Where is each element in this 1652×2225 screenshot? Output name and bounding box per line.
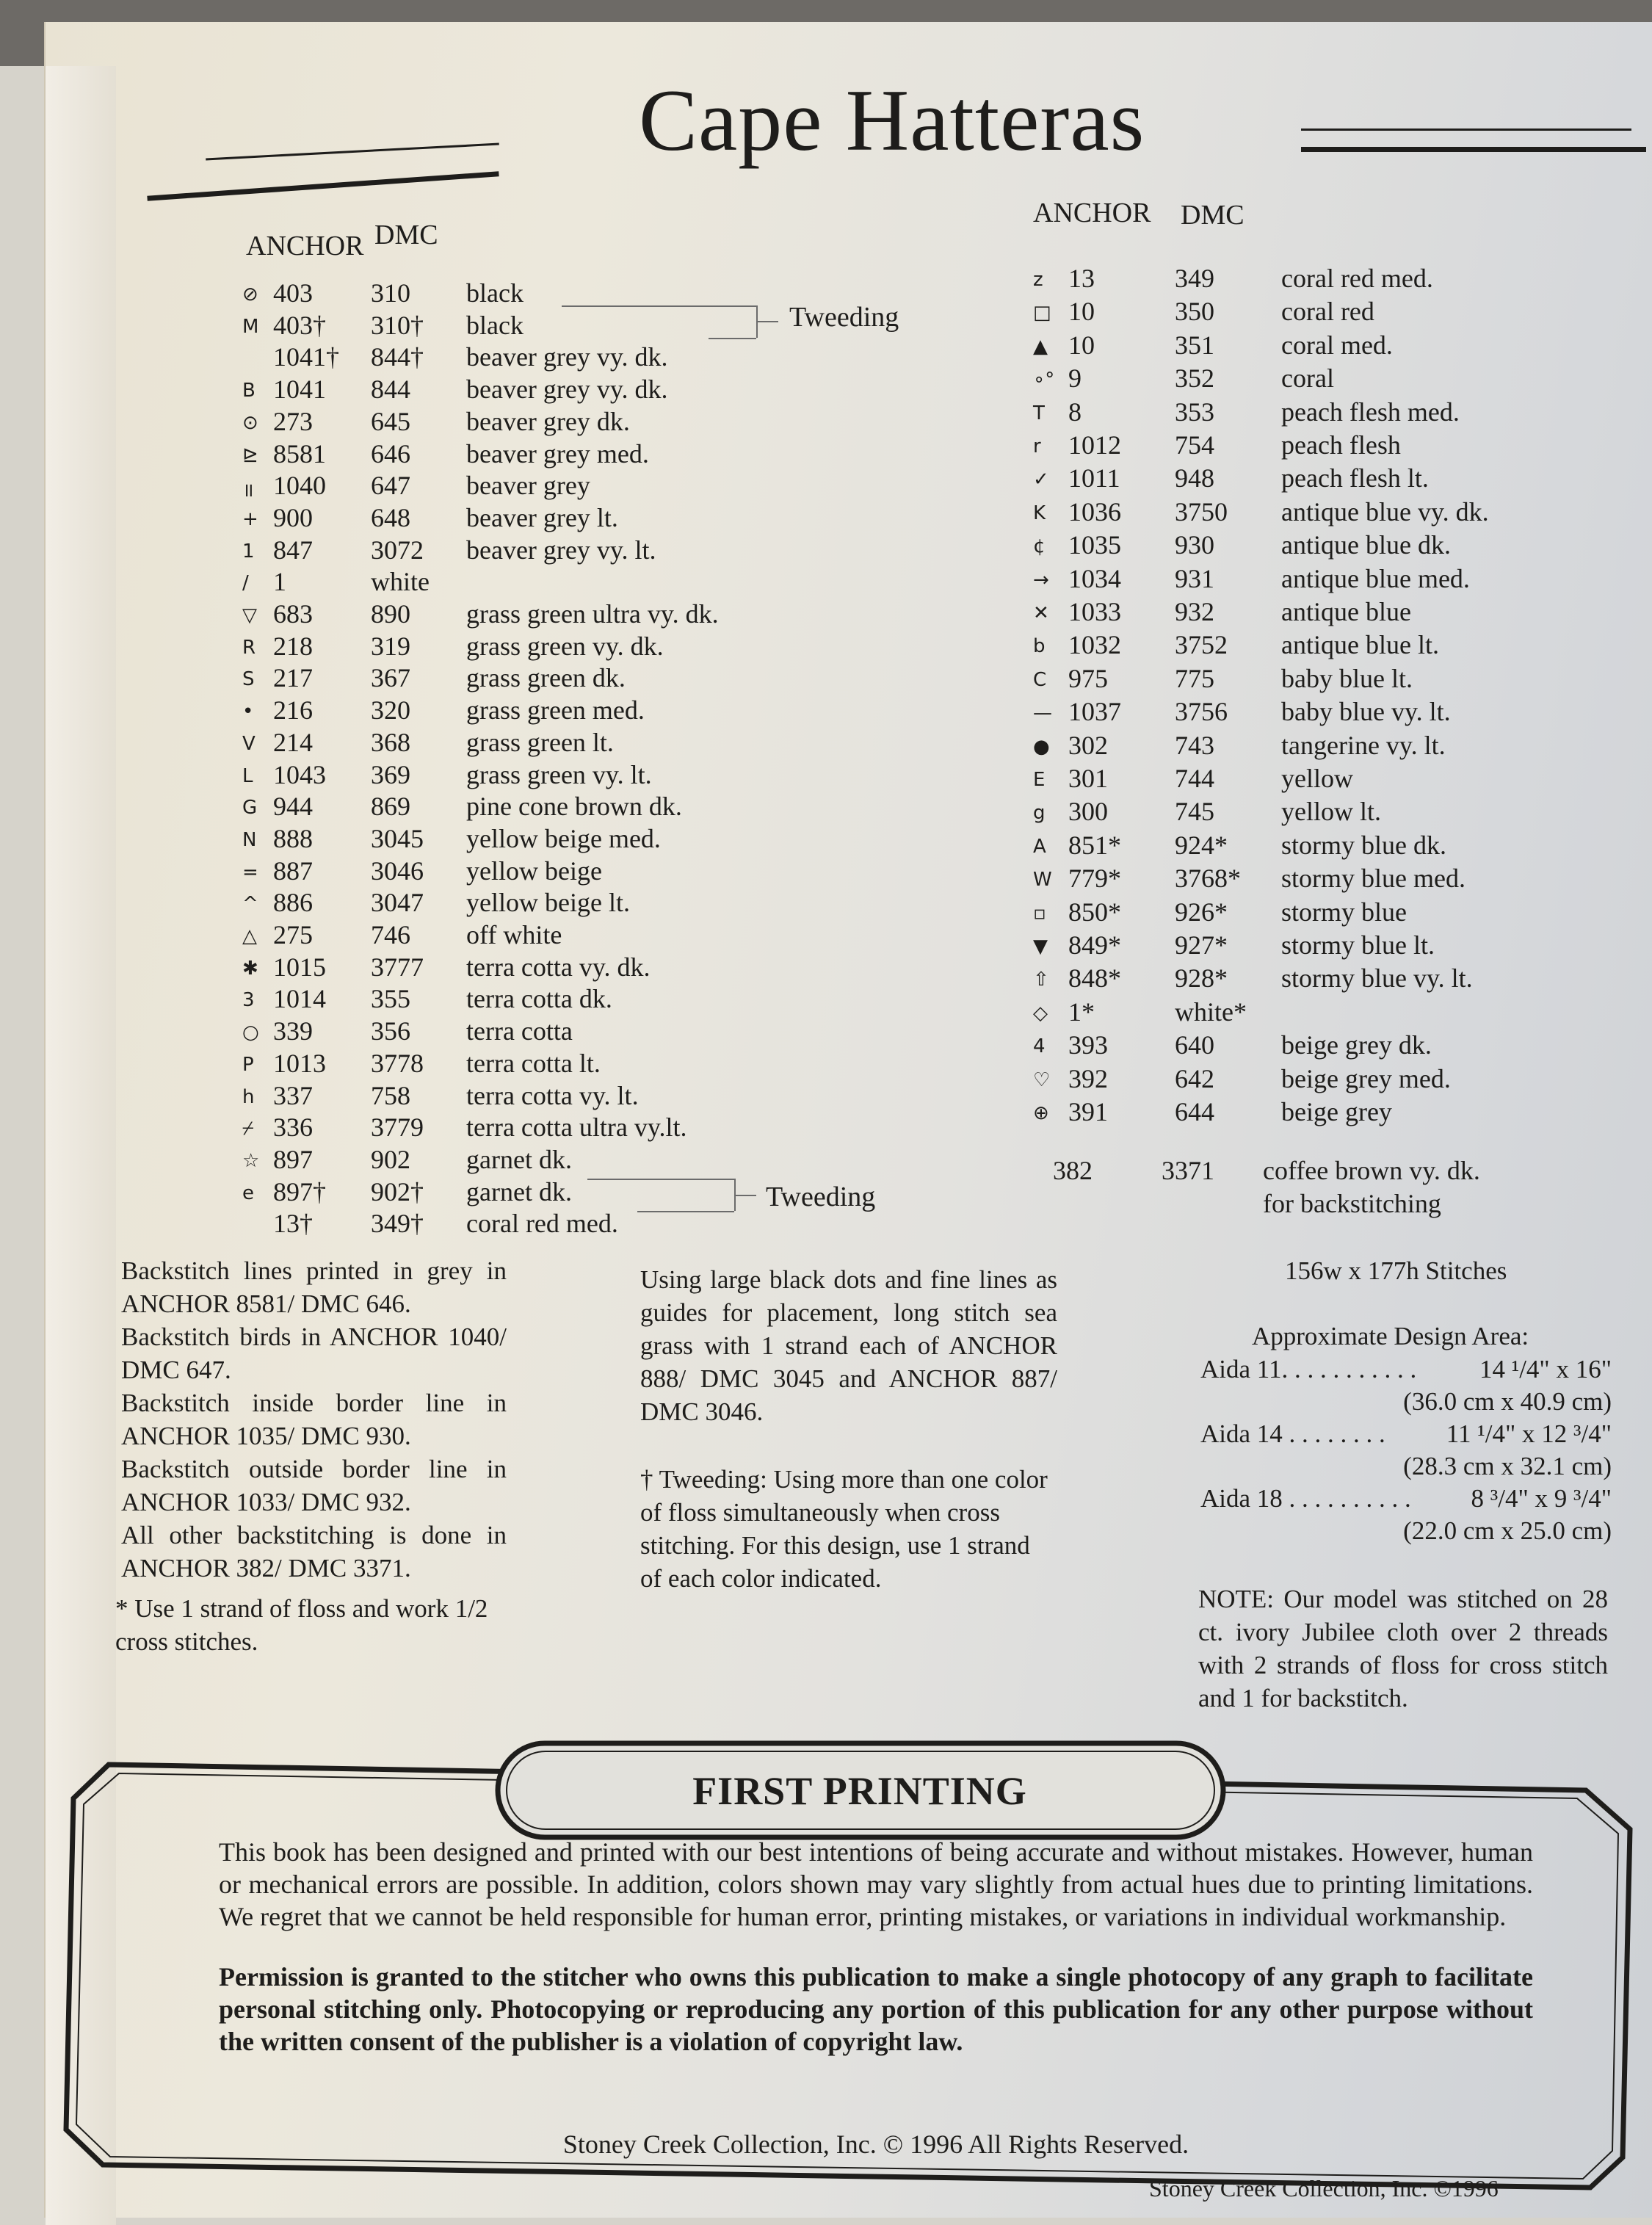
- right-row: [0, 663, 1652, 695]
- dmc-number: 3046: [371, 855, 424, 886]
- grass-note: Using large black dots and fine lines as guides for placement, long stitch sea grass with 1 strand each of ANCHOR 888/ DMC 3045 and ANCHOR 887/ DMC 3046.: [640, 1265, 1057, 1426]
- dmc-number: 644: [1175, 1097, 1214, 1126]
- dmc-number: 647: [371, 471, 410, 501]
- dmc-number: 319: [371, 631, 410, 661]
- anchor-number: 1012: [1068, 430, 1121, 460]
- symbol-icon: E: [1033, 769, 1046, 791]
- size-inches: 11 ¹/4" x 12 ³/4": [1446, 1419, 1612, 1448]
- anchor-number: 1035: [1068, 530, 1121, 560]
- color-name: beaver grey lt.: [466, 502, 618, 532]
- color-name: beaver grey: [466, 471, 590, 501]
- anchor-number: 850*: [1068, 897, 1121, 927]
- backstitch-notes: [121, 1254, 507, 1585]
- dmc-number: 352: [1175, 363, 1214, 394]
- color-name: antique blue dk.: [1281, 530, 1451, 560]
- dmc-number: 890: [371, 599, 410, 629]
- color-name: grass green dk.: [466, 663, 626, 693]
- symbol-icon: g: [1033, 802, 1046, 825]
- tweeding-note: † Tweeding: Using more than one color of floss simultaneously when cross stitching. For this design, use 1 strand of each color indicated.: [640, 1465, 1048, 1593]
- dmc-number: 355: [371, 984, 410, 1014]
- stitch-count: 156w x 177h Stitches: [1285, 1256, 1507, 1285]
- dmc-number: 3045: [371, 823, 424, 853]
- symbol-icon: ◇: [1033, 1002, 1048, 1024]
- first-printing-title: FIRST PRINTING: [692, 1769, 1027, 1813]
- dmc-number: 948: [1175, 463, 1214, 493]
- anchor-number: 302: [1068, 730, 1108, 760]
- right-row: [0, 430, 1652, 462]
- right-row: [0, 629, 1652, 662]
- right-row: [0, 563, 1652, 596]
- color-name: black: [466, 278, 524, 308]
- design-area-heading: Approximate Design Area:: [1252, 1322, 1529, 1350]
- symbol-icon: /: [242, 572, 249, 595]
- dmc-number: 349: [1175, 264, 1214, 293]
- right-row: [0, 1030, 1652, 1062]
- dmc-number: white*: [1175, 996, 1247, 1027]
- dmc-number: 356: [371, 1016, 410, 1046]
- anchor-number: 1014: [273, 984, 326, 1014]
- anchor-number: 403†: [273, 310, 326, 340]
- size-cm: (28.3 cm x 32.1 cm): [1403, 1452, 1612, 1480]
- dmc-number: 743: [1175, 730, 1214, 760]
- anchor-number: 1015: [273, 952, 326, 982]
- anchor-number: 300: [1068, 797, 1108, 827]
- color-name: stormy blue lt.: [1281, 930, 1435, 960]
- right-row: [0, 529, 1652, 562]
- symbol-icon: ○: [242, 1021, 259, 1044]
- dmc-number: 754: [1175, 430, 1214, 460]
- anchor-number: 1033: [1068, 597, 1121, 626]
- color-name: black: [466, 310, 524, 340]
- symbol-icon: C: [1033, 668, 1047, 691]
- anchor-number: 975: [1068, 663, 1108, 693]
- dmc-number: 775: [1175, 663, 1214, 693]
- color-name: stormy blue dk.: [1281, 830, 1446, 860]
- right-row: [0, 796, 1652, 828]
- right-row: [0, 463, 1652, 495]
- dmc-number: 648: [371, 502, 410, 532]
- anchor-number: 403: [273, 278, 313, 308]
- color-name: tangerine vy. lt.: [1281, 730, 1446, 760]
- backstitch-dmc: 3371: [1162, 1156, 1214, 1185]
- color-name: pine cone brown dk.: [466, 792, 682, 822]
- model-note: NOTE: Our model was stitched on 28 ct. ivory Jubilee cloth over 2 threads with 2 strands of floss for cross stitch and 1 for backstitch.: [1198, 1585, 1608, 1712]
- symbol-icon: ॥: [242, 480, 254, 502]
- anchor-number: 900: [273, 502, 313, 532]
- anchor-number: 779*: [1068, 864, 1121, 894]
- tweeding-label-2: Tweeding: [766, 1182, 876, 1212]
- title-rule-right-thin: [1301, 129, 1631, 131]
- anchor-number: 1034: [1068, 563, 1121, 593]
- dmc-number: 758: [371, 1080, 410, 1110]
- anchor-number: 10: [1068, 330, 1095, 360]
- symbol-icon: 4: [1033, 1035, 1046, 1058]
- backstitch-anchor: 382: [1053, 1156, 1093, 1185]
- dmc-number: 745: [1175, 797, 1214, 827]
- size-inches: 14 ¹/4" x 16": [1479, 1355, 1612, 1383]
- symbol-icon: ✕: [1033, 602, 1049, 624]
- anchor-number: 216: [273, 695, 313, 726]
- dmc-number: 3778: [371, 1048, 424, 1078]
- anchor-number: 339: [273, 1016, 313, 1046]
- right-row: [0, 996, 1652, 1029]
- right-row: [0, 830, 1652, 862]
- symbol-icon: +: [242, 507, 258, 530]
- symbol-icon: ^: [242, 893, 258, 916]
- page-title: Cape Hatteras: [639, 71, 1145, 169]
- size-cm: (36.0 cm x 40.9 cm): [1403, 1387, 1612, 1416]
- symbol-icon: ♡: [1033, 1068, 1051, 1091]
- tweeding-label-1: Tweeding: [789, 302, 899, 333]
- anchor-number: 9: [1068, 363, 1082, 394]
- anchor-number: 8581: [273, 438, 326, 468]
- dmc-number: 351: [1175, 330, 1214, 360]
- design-area-row: [1200, 1482, 1612, 1515]
- symbol-icon: T: [1033, 402, 1045, 424]
- anchor-number: 888: [273, 823, 313, 853]
- dmc-number: 746: [371, 920, 410, 949]
- color-name: garnet dk.: [466, 1144, 572, 1174]
- anchor-number: 218: [273, 631, 313, 661]
- dmc-number: 368: [371, 727, 410, 757]
- design-area-row: [1200, 1353, 1612, 1386]
- anchor-number: 391: [1068, 1097, 1108, 1126]
- symbol-icon: ▽: [242, 604, 257, 626]
- dmc-number: 924*: [1175, 830, 1228, 860]
- backstitch-color-row: [0, 1155, 1652, 1187]
- dmc-number: 646: [371, 438, 410, 468]
- anchor-number: 10: [1068, 297, 1095, 327]
- dmc-number: 320: [371, 695, 410, 726]
- color-name: grass green ultra vy. dk.: [466, 599, 719, 629]
- fabric-label: Aida 11. . . . . . . . . . .: [1200, 1355, 1417, 1383]
- right-row: [0, 1063, 1652, 1096]
- symbol-icon: ¢: [1033, 535, 1046, 558]
- symbol-icon: □: [1033, 302, 1051, 325]
- color-name: terra cotta vy. dk.: [466, 952, 651, 982]
- color-name: grass green vy. dk.: [466, 631, 664, 661]
- backstitch-note-5: All other backstitching is done in ANCHOR 382/ DMC 3371.: [121, 1521, 507, 1582]
- dmc-number: 926*: [1175, 897, 1228, 927]
- right-header-dmc: DMC: [1181, 200, 1245, 231]
- symbol-icon: ⌿: [242, 1118, 254, 1140]
- dmc-number: 350: [1175, 297, 1214, 327]
- anchor-number: 897†: [273, 1176, 326, 1206]
- color-name: coral med.: [1281, 330, 1393, 360]
- title-rule-right-thick: [1301, 147, 1646, 152]
- symbol-icon: z: [1033, 269, 1043, 291]
- dmc-number: 3779: [371, 1112, 424, 1143]
- symbol-icon: ⊘: [242, 283, 258, 305]
- dmc-number: 902: [371, 1144, 410, 1174]
- symbol-icon: G: [242, 797, 258, 820]
- color-name: beige grey dk.: [1281, 1030, 1432, 1060]
- anchor-number: 1037: [1068, 697, 1121, 727]
- symbol-icon: 1: [242, 540, 255, 562]
- anchor-number: 1041†: [273, 342, 339, 372]
- left-header-dmc: DMC: [374, 220, 438, 250]
- anchor-number: 393: [1068, 1030, 1108, 1060]
- color-name: yellow beige med.: [466, 823, 661, 853]
- dmc-number: 640: [1175, 1030, 1214, 1060]
- anchor-number: 849*: [1068, 930, 1121, 960]
- dmc-number: 645: [371, 406, 410, 436]
- dmc-number: white: [371, 567, 430, 597]
- anchor-number: 8: [1068, 397, 1082, 427]
- dmc-number: 3752: [1175, 630, 1228, 660]
- anchor-number: 275: [273, 920, 313, 949]
- symbol-icon: ∘°: [1033, 369, 1055, 391]
- symbol-icon: △: [242, 925, 257, 947]
- symbol-icon: ▼: [1033, 936, 1048, 958]
- symbol-icon: →: [1033, 568, 1049, 591]
- color-name: beige grey: [1281, 1097, 1392, 1126]
- anchor-number: 683: [273, 599, 313, 629]
- color-name: antique blue: [1281, 597, 1411, 626]
- anchor-number: 944: [273, 792, 313, 822]
- dmc-number: 869: [371, 792, 410, 822]
- color-name: antique blue lt.: [1281, 630, 1439, 660]
- right-row: [0, 596, 1652, 629]
- right-row: [0, 363, 1652, 395]
- right-row: [0, 263, 1652, 295]
- dmc-number: 844: [371, 375, 410, 405]
- color-name: coral red: [1281, 297, 1374, 327]
- page-footer: Stoney Creek Collection, Inc. ©1996: [1149, 2175, 1499, 2202]
- anchor-number: 217: [273, 663, 313, 693]
- anchor-number: 1013: [273, 1048, 326, 1078]
- color-name: beaver grey dk.: [466, 406, 630, 436]
- color-name: baby blue lt.: [1281, 663, 1413, 693]
- right-row: [0, 696, 1652, 728]
- symbol-icon: R: [242, 636, 256, 659]
- right-row: [0, 496, 1652, 529]
- half-cross-note: * Use 1 strand of floss and work 1/2 cross stitches.: [115, 1594, 488, 1656]
- anchor-number: 1*: [1068, 996, 1095, 1027]
- dmc-number: 744: [1175, 764, 1214, 793]
- symbol-icon: V: [242, 732, 256, 755]
- right-row: [0, 397, 1652, 429]
- symbol-icon: B: [242, 380, 256, 402]
- symbol-icon: b: [1033, 635, 1046, 658]
- dmc-number: 844†: [371, 342, 424, 372]
- color-name: yellow: [1281, 764, 1353, 793]
- symbol-icon: ▫: [1033, 902, 1046, 925]
- symbol-icon: P: [242, 1053, 254, 1076]
- color-name: antique blue vy. dk.: [1281, 496, 1489, 527]
- color-name: garnet dk.: [466, 1176, 572, 1206]
- dmc-number: 3768*: [1175, 864, 1241, 894]
- dmc-number: 3047: [371, 888, 424, 918]
- backstitch-note-3: Backstitch inside border line in ANCHOR 1035/ DMC 930.: [121, 1389, 507, 1450]
- color-name: peach flesh med.: [1281, 397, 1460, 427]
- color-name: beige grey med.: [1281, 1063, 1451, 1093]
- symbol-icon: L: [242, 764, 253, 787]
- dmc-number: 353: [1175, 397, 1214, 427]
- fabric-label: Aida 14 . . . . . . . .: [1200, 1419, 1385, 1448]
- dmc-number: 369: [371, 759, 410, 789]
- backstitch-name: coffee brown vy. dk.: [1263, 1156, 1480, 1185]
- color-name: beaver grey vy. dk.: [466, 375, 668, 405]
- symbol-icon: 3: [242, 989, 255, 1012]
- dmc-number: 349†: [371, 1209, 424, 1239]
- dmc-number: 642: [1175, 1063, 1214, 1093]
- color-name: beaver grey med.: [466, 438, 649, 468]
- dmc-number: 930: [1175, 530, 1214, 560]
- color-name: peach flesh: [1281, 430, 1401, 460]
- symbol-icon: r: [1033, 435, 1041, 457]
- dmc-number: 931: [1175, 563, 1214, 593]
- anchor-number: 887: [273, 855, 313, 886]
- backstitch-note-4: Backstitch outside border line in ANCHOR 1033/ DMC 932.: [121, 1455, 507, 1516]
- dmc-number: 927*: [1175, 930, 1228, 960]
- dmc-number: 3750: [1175, 496, 1228, 527]
- dmc-number: 310: [371, 278, 410, 308]
- color-name: off white: [466, 920, 562, 949]
- size-cm: (22.0 cm x 25.0 cm): [1403, 1516, 1612, 1545]
- left-header-anchor: ANCHOR: [246, 231, 364, 261]
- anchor-number: 214: [273, 727, 313, 757]
- color-name: beaver grey vy. dk.: [466, 342, 668, 372]
- fabric-label: Aida 18 . . . . . . . . . .: [1200, 1484, 1411, 1513]
- symbol-icon: ☆: [242, 1149, 260, 1172]
- anchor-number: 13: [1068, 264, 1095, 293]
- dmc-number: 310†: [371, 310, 424, 340]
- right-row: [0, 763, 1652, 795]
- dmc-number: 367: [371, 663, 410, 693]
- color-name: terra cotta dk.: [466, 984, 612, 1014]
- color-name: stormy blue vy. lt.: [1281, 963, 1473, 994]
- symbol-icon: ⇧: [1033, 969, 1049, 991]
- anchor-number: 1032: [1068, 630, 1121, 660]
- color-name: terra cotta lt.: [466, 1048, 601, 1078]
- symbol-icon: =: [242, 861, 258, 883]
- anchor-number: 337: [273, 1080, 313, 1110]
- color-name: terra cotta: [466, 1016, 573, 1046]
- anchor-number: 897: [273, 1144, 313, 1174]
- color-name: stormy blue med.: [1281, 864, 1466, 894]
- symbol-icon: •: [242, 701, 254, 723]
- backstitch-note: for backstitching: [1263, 1189, 1441, 1218]
- color-name: baby blue vy. lt.: [1281, 697, 1451, 727]
- symbol-icon: K: [1033, 502, 1046, 524]
- anchor-number: 1043: [273, 759, 326, 789]
- symbol-icon: ●: [1033, 735, 1050, 758]
- color-name: coral red med.: [466, 1209, 618, 1239]
- symbol-icon: S: [242, 668, 255, 691]
- color-name: yellow beige: [466, 855, 602, 886]
- anchor-number: 886: [273, 888, 313, 918]
- color-name: terra cotta ultra vy.lt.: [466, 1112, 687, 1143]
- dmc-number: 928*: [1175, 963, 1228, 994]
- dmc-number: 3756: [1175, 697, 1228, 727]
- color-name: antique blue med.: [1281, 563, 1470, 593]
- right-row: [0, 863, 1652, 895]
- color-name: yellow beige lt.: [466, 888, 630, 918]
- color-name: beaver grey vy. lt.: [466, 535, 656, 565]
- color-name: stormy blue: [1281, 897, 1407, 927]
- anchor-number: 392: [1068, 1063, 1108, 1093]
- color-name: grass green med.: [466, 695, 645, 726]
- symbol-icon: e: [242, 1182, 254, 1204]
- color-name: coral red med.: [1281, 264, 1433, 293]
- right-row: [0, 296, 1652, 328]
- copyright-line: Stoney Creek Collection, Inc. © 1996 All Rights Reserved.: [562, 2130, 1189, 2159]
- right-row: [0, 930, 1652, 962]
- backstitch-note-1: Backstitch lines printed in grey in ANCHOR 8581/ DMC 646.: [121, 1256, 507, 1318]
- right-row: [0, 1096, 1652, 1129]
- first-printing-body: [219, 1836, 1533, 2058]
- symbol-icon: ✓: [1033, 468, 1049, 491]
- anchor-number: 851*: [1068, 830, 1121, 860]
- symbol-icon: M: [242, 315, 259, 338]
- symbol-icon: A: [1033, 835, 1046, 858]
- right-row: [0, 963, 1652, 995]
- anchor-number: 1: [273, 567, 286, 597]
- color-name: grass green vy. lt.: [466, 759, 652, 789]
- anchor-number: 1036: [1068, 496, 1121, 527]
- right-header-anchor: ANCHOR: [1033, 198, 1151, 228]
- color-name: terra cotta vy. lt.: [466, 1080, 639, 1110]
- anchor-number: 301: [1068, 764, 1108, 793]
- symbol-icon: N: [242, 828, 257, 851]
- anchor-number: 1041: [273, 375, 326, 405]
- color-name: coral: [1281, 363, 1334, 394]
- right-row: [0, 330, 1652, 362]
- dmc-number: 3072: [371, 535, 424, 565]
- symbol-icon: ⊕: [1033, 1102, 1049, 1124]
- right-row: [0, 730, 1652, 762]
- symbol-icon: ✱: [242, 957, 258, 980]
- color-name: grass green lt.: [466, 727, 614, 757]
- symbol-icon: h: [242, 1085, 255, 1108]
- symbol-icon: ⊙: [242, 411, 258, 434]
- anchor-number: 1011: [1068, 463, 1120, 493]
- anchor-number: 273: [273, 406, 313, 436]
- color-name: peach flesh lt.: [1281, 463, 1429, 493]
- dmc-number: 932: [1175, 597, 1214, 626]
- color-name: yellow lt.: [1281, 797, 1381, 827]
- anchor-number: 847: [273, 535, 313, 565]
- anchor-number: 848*: [1068, 963, 1121, 994]
- size-inches: 8 ³/4" x 9 ³/4": [1471, 1484, 1612, 1513]
- permission-paragraph: Permission is granted to the stitcher who owns this publication to make a single photocopy of any graph to facilitate personal stitching only. Photocopying or reproducing any portion of this publication for any other purpose without the written consent of the publisher is a violation of copyright law.: [219, 1962, 1533, 2056]
- disclaimer-paragraph: This book has been designed and printed with our best intentions of being accurate and without mistakes. However, human or mechanical errors are possible. In addition, colors shown may vary slightly from actual hues due to printing limitations. We regret that we cannot be held responsible for human error, printing mistakes, or variations in individual workmanship.: [219, 1837, 1533, 1931]
- right-row: [0, 897, 1652, 929]
- anchor-number: 1040: [273, 471, 326, 501]
- backstitch-note-row: [0, 1188, 1652, 1220]
- backstitch-note-2: Backstitch birds in ANCHOR 1040/ DMC 647.: [121, 1323, 507, 1384]
- symbol-icon: —: [1033, 702, 1052, 725]
- anchor-number: 13†: [273, 1209, 313, 1239]
- anchor-number: 336: [273, 1112, 313, 1143]
- symbol-icon: ▲: [1033, 335, 1048, 358]
- design-area-row: [1200, 1417, 1612, 1450]
- symbol-icon: W: [1033, 869, 1052, 891]
- symbol-icon: ⊵: [242, 444, 258, 466]
- dmc-number: 3777: [371, 952, 424, 982]
- dmc-number: 902†: [371, 1176, 424, 1206]
